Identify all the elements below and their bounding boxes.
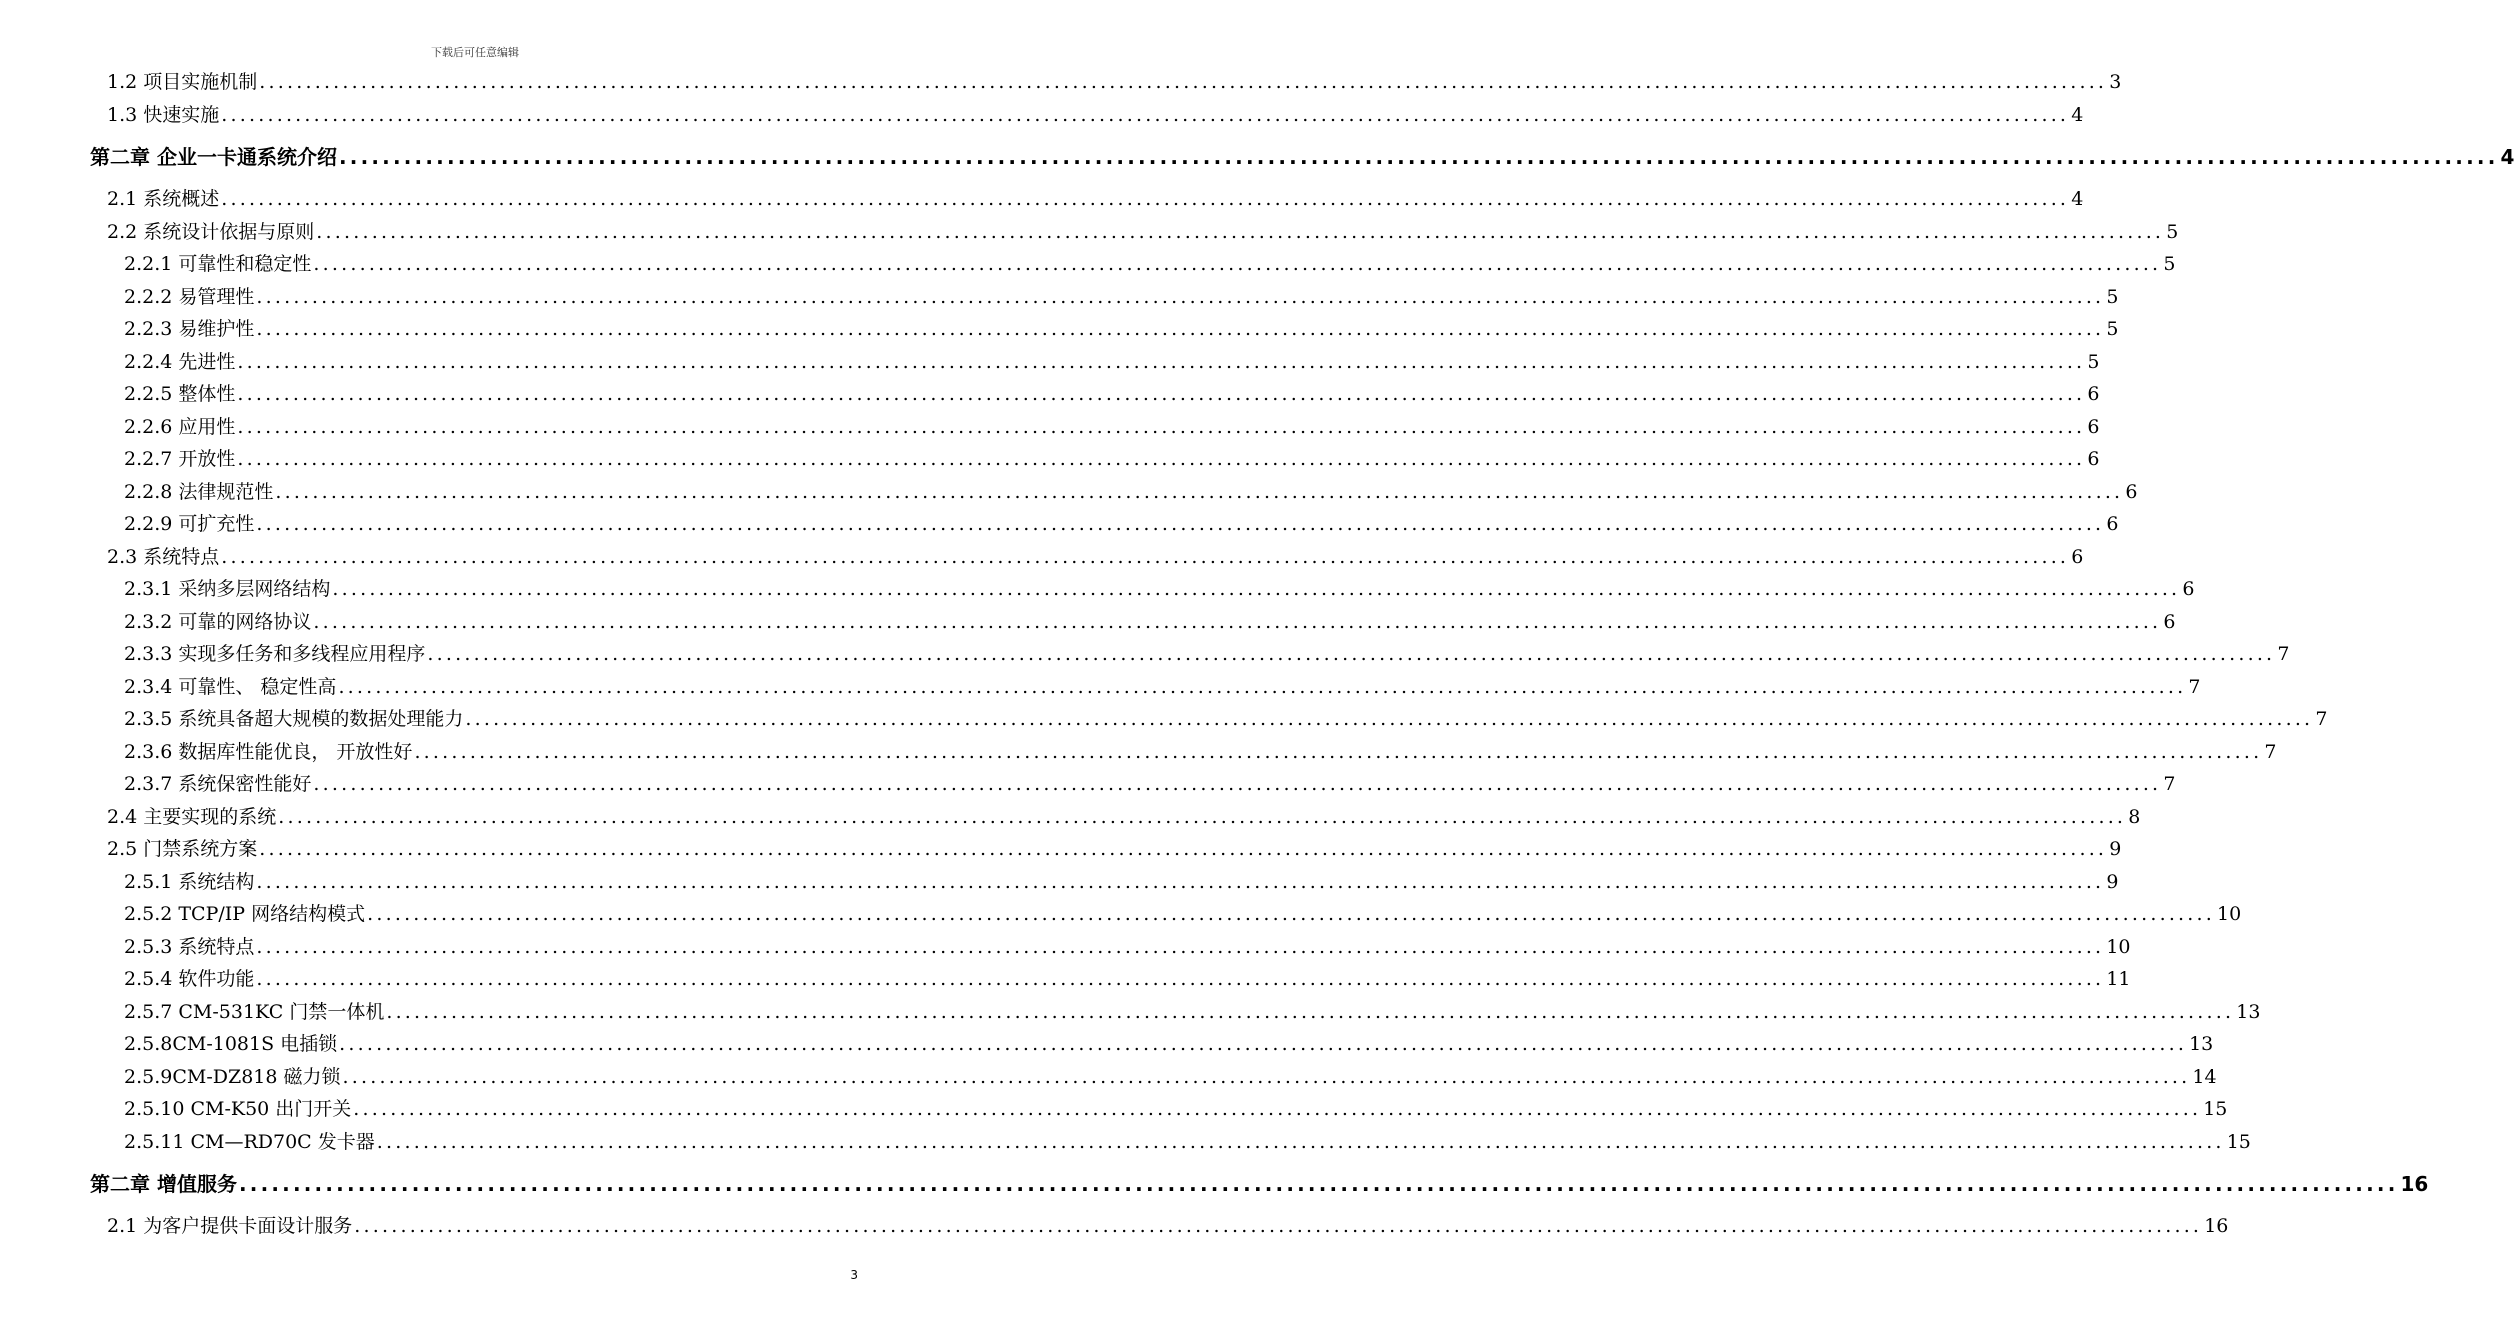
toc-entry-label: 2.5 门禁系统方案 [107, 838, 258, 860]
toc-dot-leader: ........................................................................................................................................................................................................ [367, 903, 2216, 925]
toc-entry-label: 2.1 为客户提供卡面设计服务 [107, 1215, 353, 1237]
toc-entry-page: 9 [2106, 871, 2119, 893]
toc-entry[interactable] [107, 215, 2179, 245]
toc-dot-leader: ........................................................................................................................................................................................................ [221, 104, 2070, 126]
page-header: 下载后可任意编辑 [431, 46, 519, 59]
toc-entry-label: 2.3.7 系统保密性能好 [124, 773, 312, 795]
toc-entry[interactable] [107, 540, 2084, 570]
toc-entry-label: 2.3.1 采纳多层网络结构 [124, 578, 331, 600]
toc-entry-page: 5 [2087, 351, 2100, 373]
toc-dot-leader: ........................................................................................................................................................................................................ [313, 253, 2162, 275]
toc-entry-page: 15 [2203, 1098, 2228, 1120]
toc-entry-label: 2.2 系统设计依据与原则 [107, 221, 315, 243]
toc-dot-leader: ........................................................................................................................................................................................................ [259, 71, 2108, 93]
toc-entry-page: 15 [2226, 1131, 2251, 1153]
toc-entry-page: 5 [2163, 253, 2176, 275]
toc-entry[interactable] [124, 377, 2100, 407]
toc-entry[interactable] [124, 572, 2195, 602]
toc-entry-label: 2.3.5 系统具备超大规模的数据处理能力 [124, 708, 464, 730]
toc-entry[interactable] [124, 1125, 2251, 1155]
toc-dot-leader: ........................................................................................................................................................................................................ [332, 578, 2181, 600]
toc-entry-page: 6 [2087, 448, 2100, 470]
toc-entry-label: 1.2 项目实施机制 [107, 71, 258, 93]
toc-entry[interactable] [124, 865, 2119, 895]
toc-entry-label: 2.2.6 应用性 [124, 416, 236, 438]
toc-entry[interactable] [124, 1027, 2214, 1057]
toc-entry[interactable] [124, 1092, 2228, 1122]
toc-entry-page: 10 [2106, 936, 2131, 958]
toc-entry[interactable] [124, 767, 2176, 797]
toc-entry-page: 6 [2182, 578, 2195, 600]
toc-entry-label: 2.5.2 TCP/IP 网络结构模式 [124, 903, 366, 925]
page-number: 3 [850, 1268, 858, 1282]
toc-entry-label: 2.5.9CM-DZ818 磁力锁 [124, 1066, 341, 1088]
toc-entry-page: 6 [2087, 383, 2100, 405]
toc-entry-page: 7 [2315, 708, 2328, 730]
toc-entry[interactable] [124, 670, 2201, 700]
toc-dot-leader: ........................................................................................................................................................................................................ [278, 806, 2127, 828]
toc-dot-leader: ........................................................................................................................................................................................................ [221, 188, 2070, 210]
toc-entry-label: 2.2.3 易维护性 [124, 318, 255, 340]
toc-entry-page: 9 [2109, 838, 2122, 860]
toc-dot-leader: ........................................................................................................................................................................................................ [221, 546, 2070, 568]
toc-dot-leader: ........................................................................................................................................................................................................ [237, 351, 2086, 373]
toc-dot-leader: ........................................................................................................................................................................................................ [342, 1066, 2191, 1088]
toc-entry-page: 7 [2163, 773, 2176, 795]
toc-dot-leader: ........................................................................................................................................................................................................ [237, 383, 2086, 405]
toc-entry[interactable] [124, 637, 2290, 667]
toc-entry-page: 16 [2204, 1215, 2229, 1237]
toc-entry-label: 2.3 系统特点 [107, 546, 220, 568]
toc-entry-label: 2.4 主要实现的系统 [107, 806, 277, 828]
toc-entry-label: 2.2.9 可扩充性 [124, 513, 255, 535]
toc-dot-leader: ........................................................................................................................................................................................................ [237, 416, 2086, 438]
toc-dot-leader: ........................................................................................................................................................................................................ [386, 1001, 2235, 1023]
toc-entry-page: 4 [2071, 104, 2084, 126]
toc-entry[interactable] [124, 897, 2242, 927]
toc-dot-leader: ........................................................................................................................................................................................................ [256, 871, 2105, 893]
toc-entry-page: 6 [2125, 481, 2138, 503]
toc-dot-leader: ........................................................................................................................................................................................................ [238, 1172, 2399, 1196]
toc-entry-page: 5 [2166, 221, 2179, 243]
toc-entry-label: 2.5.8CM-1081S 电插锁 [124, 1033, 338, 1055]
toc-dot-leader: ........................................................................................................................................................................................................ [427, 643, 2276, 665]
toc-entry[interactable] [107, 65, 2122, 95]
toc-entry-page: 6 [2071, 546, 2084, 568]
toc-chapter-entry[interactable] [90, 1167, 2429, 1197]
toc-dot-leader: ........................................................................................................................................................................................................ [256, 936, 2105, 958]
toc-entry[interactable] [124, 442, 2100, 472]
toc-dot-leader: ........................................................................................................................................................................................................ [354, 1215, 2203, 1237]
toc-entry[interactable] [107, 800, 2141, 830]
toc-entry-label: 2.5.11 CM—RD70C 发卡器 [124, 1131, 375, 1153]
toc-entry-page: 13 [2189, 1033, 2214, 1055]
toc-entry[interactable] [124, 507, 2119, 537]
toc-entry-page: 8 [2128, 806, 2141, 828]
toc-chapter-entry[interactable] [90, 140, 2514, 170]
toc-entry[interactable] [124, 312, 2119, 342]
toc-entry-page: 5 [2106, 318, 2119, 340]
toc-dot-leader: ........................................................................................................................................................................................................ [256, 318, 2105, 340]
toc-entry[interactable] [124, 735, 2277, 765]
toc-entry-page: 10 [2217, 903, 2242, 925]
toc-entry[interactable] [124, 247, 2176, 277]
toc-dot-leader: ........................................................................................................................................................................................................ [338, 676, 2187, 698]
toc-entry[interactable] [124, 475, 2138, 505]
toc-entry-label: 2.2.5 整体性 [124, 383, 236, 405]
toc-entry[interactable] [124, 702, 2328, 732]
toc-entry-label: 2.5.1 系统结构 [124, 871, 255, 893]
toc-entry-label: 2.5.10 CM-K50 出门开关 [124, 1098, 352, 1120]
toc-entry-page: 13 [2236, 1001, 2261, 1023]
toc-entry-label: 2.3.6 数据库性能优良， 开放性好 [124, 741, 413, 763]
toc-entry-label: 2.5.4 软件功能 [124, 968, 255, 990]
toc-entry-page: 14 [2192, 1066, 2217, 1088]
toc-entry-page: 11 [2106, 968, 2131, 990]
toc-entry-label: 2.2.2 易管理性 [124, 286, 255, 308]
toc-dot-leader: ........................................................................................................................................................................................................ [338, 145, 2499, 169]
toc-entry-page: 7 [2188, 676, 2201, 698]
toc-entry-page: 16 [2400, 1172, 2429, 1196]
toc-dot-leader: ........................................................................................................................................................................................................ [339, 1033, 2188, 1055]
toc-dot-leader: ........................................................................................................................................................................................................ [353, 1098, 2202, 1120]
toc-dot-leader: ........................................................................................................................................................................................................ [465, 708, 2314, 730]
toc-entry-label: 2.5.3 系统特点 [124, 936, 255, 958]
toc-entry[interactable] [107, 1209, 2229, 1239]
toc-entry-label: 2.1 系统概述 [107, 188, 220, 210]
toc-entry-label: 2.2.8 法律规范性 [124, 481, 274, 503]
toc-entry-label: 第二章 增值服务 [90, 1172, 237, 1196]
toc-dot-leader: ........................................................................................................................................................................................................ [256, 513, 2105, 535]
toc-entry-label: 2.2.1 可靠性和稳定性 [124, 253, 312, 275]
toc-entry-page: 6 [2106, 513, 2119, 535]
toc-dot-leader: ........................................................................................................................................................................................................ [256, 968, 2105, 990]
toc-entry[interactable] [107, 832, 2122, 862]
toc-entry-label: 2.3.4 可靠性、 稳定性高 [124, 676, 337, 698]
toc-dot-leader: ........................................................................................................................................................................................................ [316, 221, 2165, 243]
toc-entry[interactable] [124, 280, 2119, 310]
toc-entry-page: 6 [2163, 611, 2176, 633]
toc-entry-page: 7 [2277, 643, 2290, 665]
toc-entry-page: 6 [2087, 416, 2100, 438]
toc-dot-leader: ........................................................................................................................................................................................................ [414, 741, 2263, 763]
toc-dot-leader: ........................................................................................................................................................................................................ [313, 611, 2162, 633]
toc-entry-label: 2.2.4 先进性 [124, 351, 236, 373]
toc-entry-label: 2.5.7 CM-531KC 门禁一体机 [124, 1001, 385, 1023]
toc-entry-page: 3 [2109, 71, 2122, 93]
toc-entry[interactable] [124, 962, 2131, 992]
toc-dot-leader: ........................................................................................................................................................................................................ [259, 838, 2108, 860]
toc-entry[interactable] [107, 98, 2084, 128]
toc-dot-leader: ........................................................................................................................................................................................................ [237, 448, 2086, 470]
toc-entry[interactable] [124, 345, 2100, 375]
toc-entry[interactable] [124, 605, 2176, 635]
toc-entry-label: 1.3 快速实施 [107, 104, 220, 126]
toc-dot-leader: ........................................................................................................................................................................................................ [313, 773, 2162, 795]
toc-entry-label: 2.2.7 开放性 [124, 448, 236, 470]
toc-entry[interactable] [124, 995, 2261, 1025]
toc-entry-label: 2.3.3 实现多任务和多线程应用程序 [124, 643, 426, 665]
toc-entry[interactable] [124, 1060, 2217, 1090]
toc-entry[interactable] [107, 182, 2084, 212]
toc-entry[interactable] [124, 410, 2100, 440]
toc-entry-page: 5 [2106, 286, 2119, 308]
toc-dot-leader: ........................................................................................................................................................................................................ [376, 1131, 2225, 1153]
toc-entry-page: 4 [2071, 188, 2084, 210]
toc-entry-page: 7 [2264, 741, 2277, 763]
toc-entry-page: 4 [2500, 145, 2514, 169]
toc-dot-leader: ........................................................................................................................................................................................................ [275, 481, 2124, 503]
toc-dot-leader: ........................................................................................................................................................................................................ [256, 286, 2105, 308]
toc-entry-label: 第二章 企业一卡通系统介绍 [90, 145, 337, 169]
toc-entry-label: 2.3.2 可靠的网络协议 [124, 611, 312, 633]
toc-entry[interactable] [124, 930, 2131, 960]
